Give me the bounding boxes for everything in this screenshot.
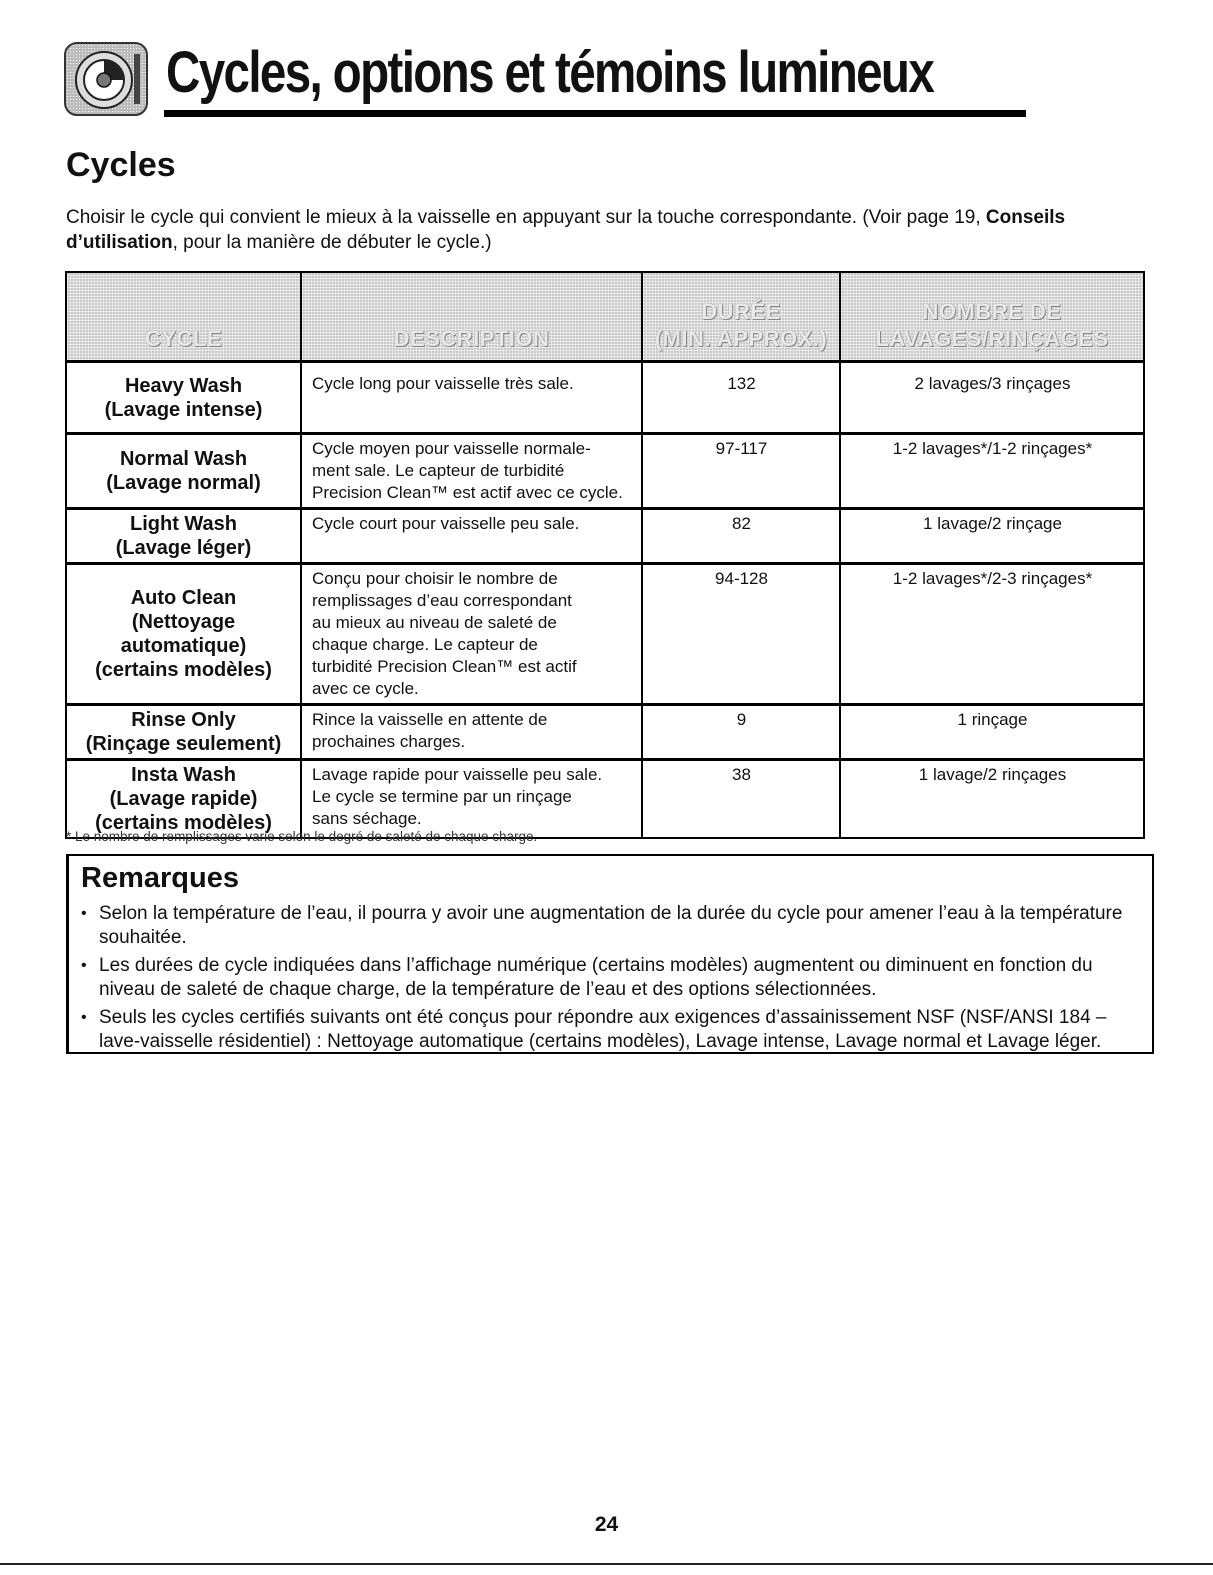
cycle-description: Conçu pour choisir le nombre de remplissages d’eau correspondant au mieux au niveau de saleté de chaque charge. Le capteur de turbidité Precision Clean™ est actif avec ce cycle. (301, 564, 642, 705)
cycle-count: 1-2 lavages*/2-3 rinçages* (840, 564, 1144, 705)
list-item: • Seuls les cycles certifiés suivants ont été conçus pour répondre aux exigences d’assainissement NSF (NSF/ANSI 184 – lave-vaisselle résidentiel) : Nettoyage automatique (certains modèles), Lavage intense, Lavage normal et Lavage léger. (79, 1006, 1149, 1054)
table-row (66, 705, 1144, 760)
cycle-count: 1 lavage/2 rinçages (840, 760, 1144, 839)
remarks-box (66, 854, 1154, 1054)
cycle-name: Normal Wash (Lavage normal) (66, 434, 301, 509)
cycle-duration: 9 (642, 705, 840, 760)
page-bottom-rule (0, 1563, 1213, 1565)
cycle-duration: 132 (642, 362, 840, 434)
intro-link-text: Conseils d’utilisation (66, 207, 1066, 253)
list-item: • Selon la température de l’eau, il pourra y avoir une augmentation de la durée du cycle pour amener l’eau à la température souhaitée. (79, 902, 1149, 950)
table-row (66, 760, 1144, 839)
section-heading: Cycles (66, 146, 176, 184)
intro-text-end: , pour la manière de débuter le cycle.) (172, 232, 492, 253)
table-header-row (66, 272, 1144, 362)
table-footnote: * Le nombre de remplissages varie selon le degré de saleté de chaque charge. (66, 829, 538, 844)
cycle-count: 1 rinçage (840, 705, 1144, 760)
cycle-name: Auto Clean (Nettoyage automatique) (certains modèles) (66, 564, 301, 705)
table-row (66, 509, 1144, 564)
header-cycle: CYCLE (66, 272, 301, 362)
cycle-count: 1 lavage/2 rinçage (840, 509, 1144, 564)
cycle-duration: 97-117 (642, 434, 840, 509)
cycle-name: Rinse Only (Rinçage seulement) (66, 705, 301, 760)
cycle-description: Cycle moyen pour vaisselle normale- ment sale. Le capteur de turbidité Precision Clean™ est actif avec ce cycle. (301, 434, 642, 509)
cycle-name: Insta Wash (Lavage rapide) (certains modèles) (66, 760, 301, 839)
cycle-duration: 38 (642, 760, 840, 839)
cycle-count: 1-2 lavages*/1-2 rinçages* (840, 434, 1144, 509)
cycle-description: Rince la vaisselle en attente de prochaines charges. (301, 705, 642, 760)
cycles-table (65, 271, 1145, 839)
dishwasher-dial-icon (64, 42, 148, 116)
page-number: 24 (594, 1513, 619, 1536)
cycle-count: 2 lavages/3 rinçages (840, 362, 1144, 434)
intro-text-start: Choisir le cycle qui convient le mieux à la vaisselle en appuyant sur la touche correspondante. (Voir page 19, (66, 207, 986, 228)
header-wash-rinse-count: NOMBRE DE LAVAGES/RINÇAGES (840, 272, 1144, 362)
intro-paragraph (66, 205, 1156, 255)
table-row (66, 434, 1144, 509)
page-header (64, 28, 964, 118)
cycle-name: Light Wash (Lavage léger) (66, 509, 301, 564)
header-description: DESCRIPTION (301, 272, 642, 362)
table-row (66, 362, 1144, 434)
cycle-duration: 82 (642, 509, 840, 564)
title-underline (164, 110, 1026, 117)
table-row (66, 564, 1144, 705)
remarks-list (79, 902, 1149, 1058)
remarks-title: Remarques (81, 862, 239, 894)
cycle-description: Lavage rapide pour vaisselle peu sale. Le cycle se termine par un rinçage sans séchage. (301, 760, 642, 839)
list-item: • Les durées de cycle indiquées dans l’affichage numérique (certains modèles) augmentent ou diminuent en fonction du niveau de saleté de chaque charge, de la température de l’eau et des options sélectionnées. (79, 954, 1149, 1002)
header-duration: DURÉE (MIN. APPROX.) (642, 272, 840, 362)
cycle-description: Cycle long pour vaisselle très sale. (301, 362, 642, 434)
cycle-duration: 94-128 (642, 564, 840, 705)
page-title: Cycles, options et témoins lumineux (166, 40, 934, 105)
cycle-name: Heavy Wash (Lavage intense) (66, 362, 301, 434)
cycle-description: Cycle court pour vaisselle peu sale. (301, 509, 642, 564)
